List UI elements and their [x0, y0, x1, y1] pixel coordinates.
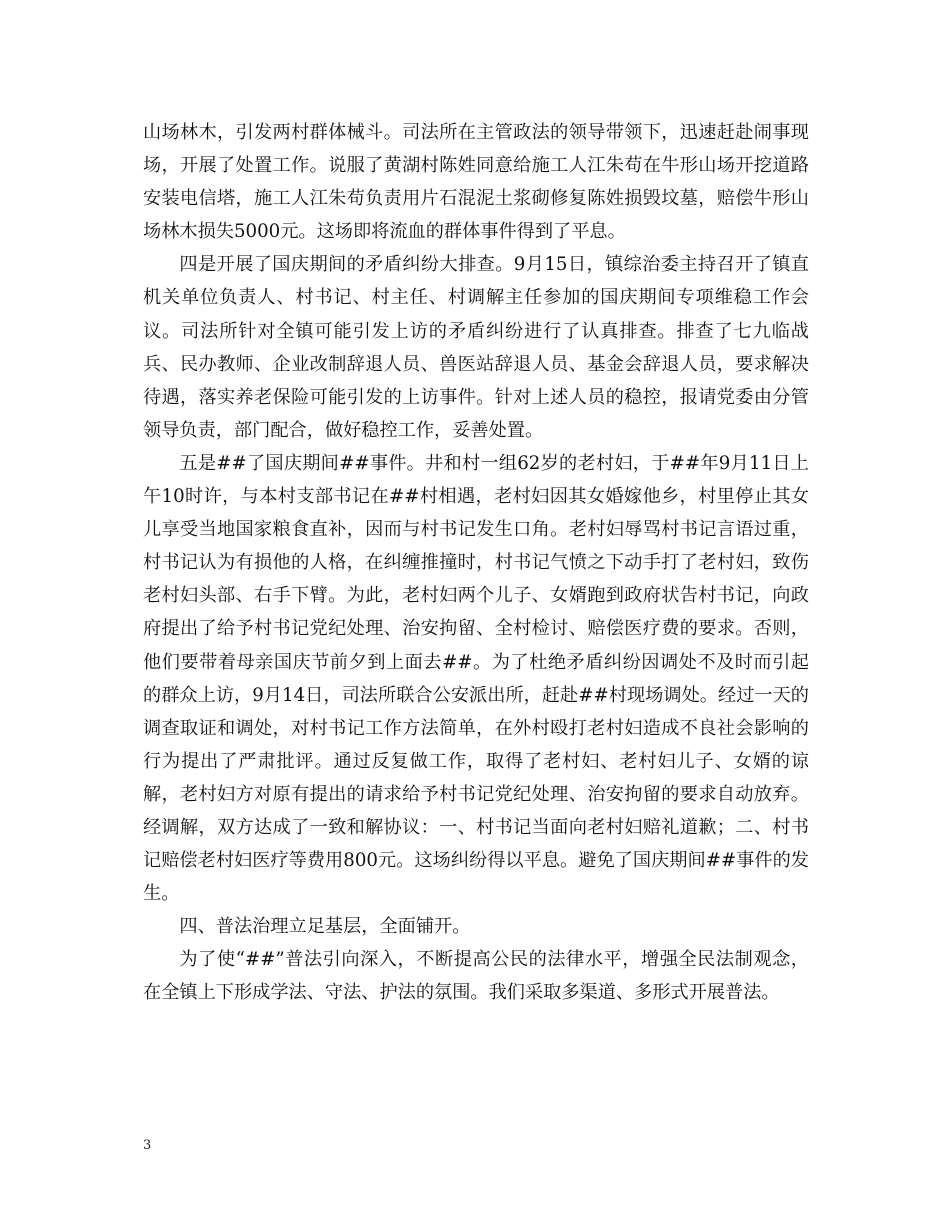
- paragraph-3: 五是##了国庆期间##事件。井和村一组62岁的老村妇，于##年9月11日上午10时许，与本村支部书记在##村相遇，老村妇因其女婚嫁他乡，村里停止其女儿享受当地国家粮食直补，因而与村书记发生口角。老村妇辱骂村书记言语过重，村书记认为有损他的人格，在纠缠推撞时，村书记气愤之下动手打了老村妇，致伤老村妇头部、右手下臂。为此，老村妇两个儿子、女婿跑到政府状告村书记，向政府提出了给予村书记党纪处理、治安拘留、全村检讨、赔偿医疗费的要求。否则，他们要带着母亲国庆节前夕到上面去##。为了杜绝矛盾纠纷因调处不及时而引起的群众上访，9月14日，司法所联合公安派出所，赶赴##村现场调处。经过一天的调查取证和调处，对村书记工作方法简单，在外村殴打老村妇造成不良社会影响的行为提出了严肃批评。通过反复做工作，取得了老村妇、老村妇儿子、女婿的谅解，老村妇方对原有提出的请求给予村书记党纪处理、治安拘留的要求自动放弃。经调解，双方达成了一致和解协议：一、村书记当面向老村妇赔礼道歉；二、村书记赔偿老村妇医疗等费用800元。这场纠纷得以平息。避免了国庆期间##事件的发生。: [143, 452, 809, 905]
- paragraph-1: 山场林木，引发两村群体械斗。司法所在主管政法的领导带领下，迅速赶赴闹事现场，开展了处置工作。说服了黄湖村陈姓同意给施工人江朱苟在牛形山场开挖道路安装电信塔，施工人江朱苟负责用片石混泥土浆砌修复陈姓损毁坟墓，赔偿牛形山场林木损失5000元。这场即将流血的群体事件得到了平息。: [143, 122, 809, 243]
- paragraph-4: 为了使“##”普法引向深入，不断提高公民的法律水平，增强全民法制观念，在全镇上下形成学法、守法、护法的氛围。我们采取多渠道、多形式开展普法。: [143, 949, 809, 1004]
- paragraph-2: 四是开展了国庆期间的矛盾纠纷大排查。9月15日，镇综治委主持召开了镇直机关单位负责人、村书记、村主任、村调解主任参加的国庆期间专项维稳工作会议。司法所针对全镇可能引发上访的矛盾纠纷进行了认真排查。排查了七九临战兵、民办教师、企业改制辞退人员、兽医站辞退人员、基金会辞退人员，要求解决待遇，落实养老保险可能引发的上访事件。针对上述人员的稳控，报请党委由分管领导负责，部门配合，做好稳控工作，妥善处置。: [143, 254, 809, 441]
- document-body: [143, 116, 809, 1010]
- page-number: 3: [143, 1138, 152, 1153]
- section-heading: 四、普法治理立足基层，全面铺开。: [179, 916, 471, 938]
